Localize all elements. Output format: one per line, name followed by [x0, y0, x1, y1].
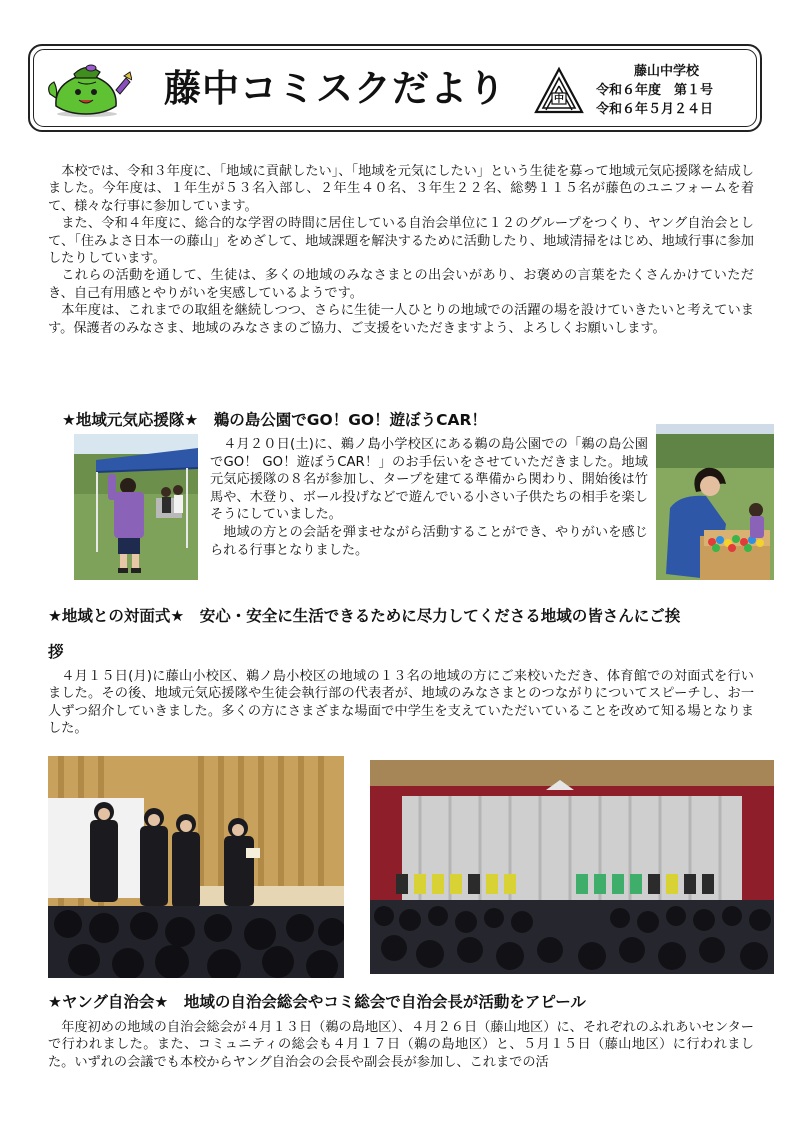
section-heading-taimenshiki: ★地域との対面式★ 安心・安全に生活できるために尽力してくださる地域の皆さんにご挨	[48, 607, 681, 625]
intro-paragraph: また、令和４年度に、総合的な学習の時間に居住している自治会単位に１２のグループをつくり、ヤング自治会として、「住みよさ日本一の藤山」をめざして、地域課題を解決するために活動したり、地域清掃をはじめ、地域行事に参加したりしています。	[48, 216, 754, 267]
mascot-illustration	[46, 60, 132, 118]
young-jichikai-text	[48, 1019, 754, 1071]
intro-paragraph: 本校では、令和３年度に、「地域に貢献したい」、「地域を元気にしたい」という生徒を募って地域元気応援隊を結成しました。今年度は、１年生が５３名入部し、２年生４０名、３年生２２名、総勢１１５名が藤色のユニフォームを着て、様々な行事に参加しています。	[48, 164, 754, 214]
issue-date: 令和６年５月２４日	[596, 102, 714, 117]
photo-park-tent	[74, 434, 198, 580]
school-name: 藤山中学校	[634, 64, 700, 79]
genki-paragraph: ４月２０日(土)に、鵜ノ島小学校区にある鵜の島公園での「鵜の島公園でGO！ GO！遊ぼうCAR！」のお手伝いをさせていただきました。地域元気応援隊の８名が参加し、タープを建てる準備から関わり、開始後は竹馬や、木登り、ボール投げなどで遊んでいる小さい子供たちの相手を楽しそうにしていました。	[210, 437, 648, 523]
section-heading-genki: ★地域元気応援隊★ 鵜の島公園でGO！GO！遊ぼうCAR！	[62, 411, 487, 429]
photo-gymnasium	[370, 760, 774, 974]
newsletter-title: 藤中コミスクだより	[164, 67, 506, 110]
school-crest-icon	[532, 66, 586, 116]
photo-speech	[48, 756, 344, 978]
section-heading-continuation: 拶	[48, 643, 64, 661]
school-info	[596, 62, 746, 119]
genki-text	[210, 436, 648, 559]
section-heading-young-jichikai: ★ヤング自治会★ 地域の自治会総会やコミ総会で自治会長が活動をアピール	[48, 993, 586, 1011]
photo-ball-pool	[656, 424, 774, 580]
taimenshiki-paragraph: ４月１５日(月)に藤山小校区、鵜ノ島小校区の地域の１３名の地域の方にご来校いただき、体育館での対面式を行いました。その後、地域元気応援隊や生徒会執行部の代表者が、地域のみなさまとのつながりについてスピーチし、お一人ずつ紹介していきました。多くの方にさまざまな場面で中学生を支えていただいていることを改めて知る場となりました。	[48, 669, 754, 737]
young-jichikai-paragraph: 年度初めの地域の自治会総会が４月１３日（鵜の島地区）、４月２６日（藤山地区）に、それぞれのふれあいセンターで行われました。また、コミュニティの総会も４月１７日（鵜の島地区）と、５月１５日（藤山地区）に行われました。いずれの会議でも本校からヤング自治会の会長や副会長が参加し、これまでの活	[48, 1020, 754, 1070]
intro-paragraph: 本年度は、これまでの取組を継続しつつ、さらに生徒一人ひとりの地域での活躍の場を設けていきたいと考えています。保護者のみなさま、地域のみなさまのご協力、ご支援をいただきますよう、よろしくお願いします。	[48, 303, 754, 336]
issue-number: 令和６年度 第１号	[596, 83, 714, 98]
intro-paragraph: これらの活動を通して、生徒は、多くの地域のみなさまとの出会いがあり、お褒めの言葉をたくさんかけていただき、自己有用感とやりがいを実感しているようです。	[48, 268, 754, 301]
genki-paragraph: 地域の方との会話を弾ませながら活動することができ、やりがいを感じられる行事となりました。	[210, 524, 648, 558]
crest-character: 中	[554, 94, 564, 105]
intro-text	[48, 163, 754, 337]
taimenshiki-text	[48, 668, 754, 738]
